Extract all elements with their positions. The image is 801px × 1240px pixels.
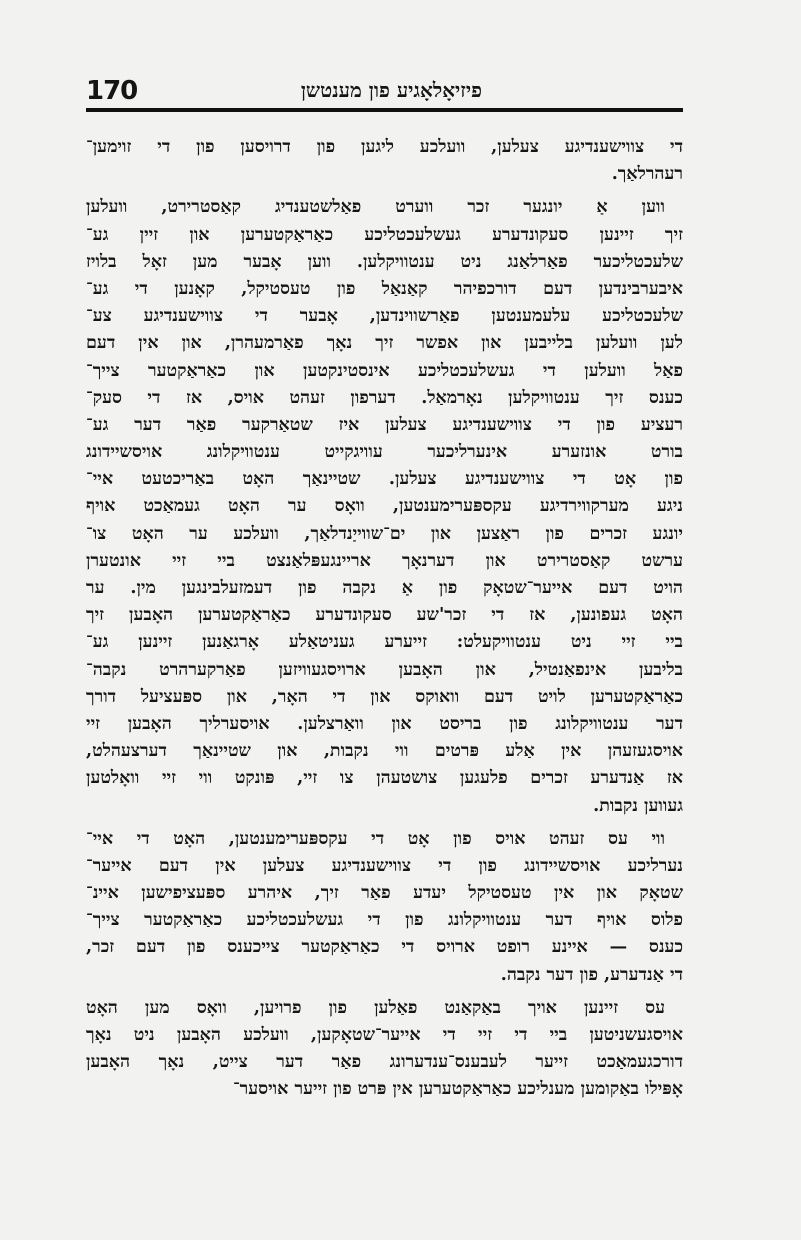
text-line: הויט דעם אייער־שטאָק פון אַ נקבה פון דעמזעלבינגען מין. ער xyxy=(86,578,683,598)
text-line: געווען נקבות. xyxy=(593,795,683,816)
text-line: בורט אונזערע אינערליכער עוויגקייט ענטוויקלונג אויסשיידונג xyxy=(86,442,683,463)
text-line: שלעכטליכער פאַרלאַנג ניט ענטוויקלען. ווען אָבער מען זאָל בלויז xyxy=(86,251,683,272)
text-line: כאַראַקטערען לויט דעם וואוקס און די האָר, און ספּעציעל דורך xyxy=(86,686,683,707)
text-line: פון אָט די צווישענדיגע צעלען. שטיינאַך האָט באַריכטעט איי־ xyxy=(86,469,683,490)
text-line: דורכגעמאַכט זייער לעבענס־ענדערונג פאַר דער צייט, נאָך האָבען xyxy=(86,1052,683,1073)
text-line: פאַל וועלען די געשלעכטליכע אינסטינקטען און כאַראַקטער צייך־ xyxy=(86,360,683,381)
text-line: די צווישענדיגע צעלען, וועלכע ליגען פון דרויסען פון די זוימען־ xyxy=(86,137,683,157)
text-line: לען וועלען בלייבען און אפשר זיך נאָך פאַרמעהרן, און אין דעם xyxy=(86,333,683,354)
running-title: פיזיאָלאָגיע פון מענטשן xyxy=(300,78,482,102)
text-line: שלעכטליכע עלעמענטען פאַרשווינדען, אָבער די צווישענדיגע צע־ xyxy=(86,306,683,327)
text-line: ביי זיי ניט ענטוויקעלט: זייערע געניטאַלע אָרגאַנען זיינען גע־ xyxy=(86,632,683,653)
text-line: פלוס אויף דער ענטוויקלונג פון די געשלעכטליכע כאַראַקטער צייך־ xyxy=(86,910,683,931)
text-line: עס זיינען אויך באַקאַנט פאַלען פון פרויען, וואָס מען האָט xyxy=(86,997,665,1018)
text-line: זיך זיינען סעקונדערע געשלעכטליכע כאַראַקטערען און זיין גע־ xyxy=(86,224,683,245)
text-line: יונגע זכרים פון ראַצען און ים־שווייַנדלאַך, וועלכע ער האָט צו־ xyxy=(86,523,683,544)
text-line: שטאָק און אין טעסטיקל יעדע פאַר זיך, איהרע ספּעציפישען איינ־ xyxy=(86,883,683,904)
paragraph xyxy=(86,995,683,1104)
text-line: אָפּילו באַקומען מענליכע כאַראַקטערען אין פּרט פון זייער אויסער־ xyxy=(232,1079,683,1100)
text-line: איבערבינדען דעם דורכפיהר קאַנאַל פון טעסטיקל, קאָנען די גע־ xyxy=(86,278,683,299)
text-line: ווען אַ יונגער זכר ווערט פאַלשטענדיג קאַסטרירט, וועלען xyxy=(86,197,665,218)
text-line: אויסגעשניטען ביי די זיי די אייער־שטאָקען, וועלכע האָבען ניט נאָך xyxy=(86,1025,683,1045)
text-line: ערשט קאַסטרירט און דערנאָך אריינגעפּלאַנצט ביי זיי אונטערן xyxy=(86,550,683,571)
text-line: ווי עס זעהט אויס פון אָט די עקספּערימענטען, האָט די איי־ xyxy=(86,828,665,849)
paragraph xyxy=(86,194,683,819)
text-line: דער ענטוויקלונג פון בריסט און וואַרצלען. אויסערליך האָבען זיי xyxy=(86,713,683,734)
text-line: נערליכע אויסשיידונג פון די צווישענדיגע צעלען אין דעם אייער־ xyxy=(86,855,683,876)
text-line: ניגע מערקווירדיגע עקספּערימענטען, וואָס ער האָט געמאַכט אויף xyxy=(86,496,683,517)
page-number: 170 xyxy=(86,76,138,106)
text-line: רעציע פון די צווישענדיגע צעלען איז שטאַרקער פאַר דער גע־ xyxy=(86,414,683,435)
text-line: רעהרלאַך. xyxy=(611,164,683,185)
text-line: די אַנדערע, פון דער נקבה. xyxy=(500,964,683,985)
text-line: אויסגעזעהן אין אַלע פּרטים ווי נקבות, און שטיינאַך דערצעהלט, xyxy=(86,741,683,762)
text-line: כענס — איינע רופט ארויס די כאַראַקטער צייכענס פון דעם זכר, xyxy=(86,937,683,958)
paragraph xyxy=(86,826,683,989)
paragraph xyxy=(86,134,683,188)
body-text xyxy=(86,134,683,1110)
text-line: בליבען אינפאַנטיל, און האָבען ארויסגעוויזען פאַרקערהרט נקבה־ xyxy=(86,659,683,680)
header-rule xyxy=(86,108,683,112)
text-line: האָט געפונען, אז די זכר'שע סעקונדערע כאַראַקטערען האָבען זיך xyxy=(86,605,683,626)
page-header xyxy=(86,76,682,106)
text-line: אז אַנדערע זכרים פלעגען צושטעהן צו זיי, פּונקט ווי זיי וואָלטען xyxy=(86,768,683,789)
text-line: כענס זיך ענטוויקלען נאָרמאַל. דערפון זעהט אויס, אז די סעק־ xyxy=(86,387,683,408)
